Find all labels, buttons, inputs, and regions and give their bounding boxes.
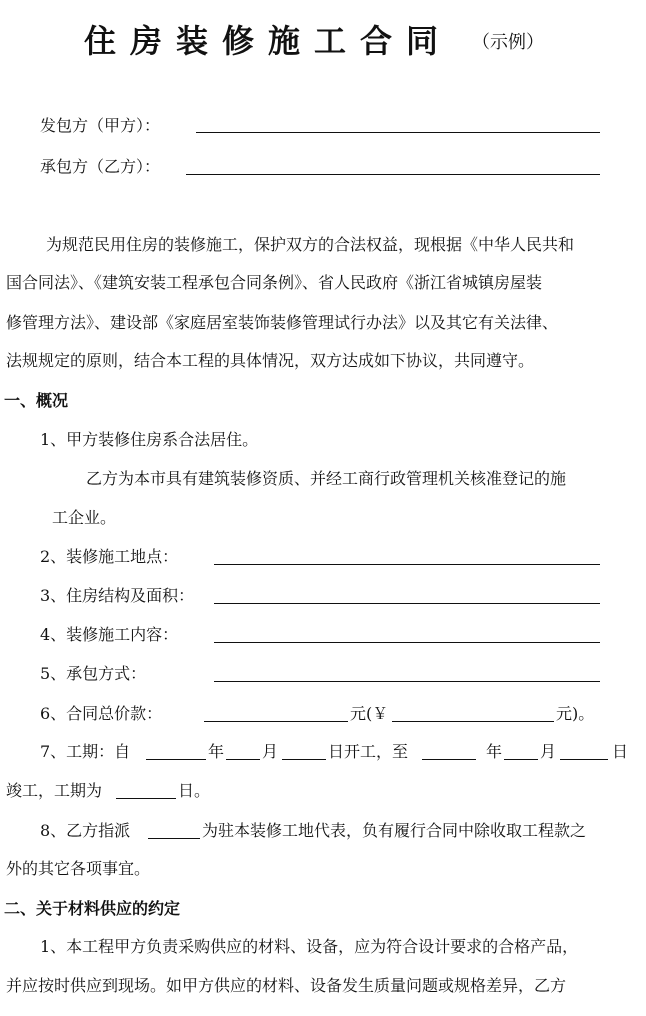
- year-text: 年: [208, 742, 225, 761]
- total-price-figure-blank[interactable]: [392, 721, 554, 722]
- total-price-blank[interactable]: [204, 721, 348, 722]
- yuan-close-text: 元)。: [556, 704, 595, 723]
- section1-item6-label: 6、合同总价款：: [40, 704, 163, 723]
- section1-item7-line2-start: 竣工，工期为: [6, 781, 103, 800]
- intro-line: 国合同法》、《建筑安装工程承包合同条例》、省人民政府《浙江省城镇房屋装: [6, 273, 543, 292]
- section1-item8-line2: 外的其它各项事宜。: [6, 859, 151, 878]
- party-b-blank[interactable]: [186, 174, 600, 175]
- section1-item7-line2-end: 日。: [178, 781, 211, 800]
- party-a-label: 发包方（甲方）：: [40, 116, 161, 135]
- section1-para-line: 乙方为本市具有建筑装修资质、并经工商行政管理机关核准登记的施: [86, 469, 567, 488]
- start-month-blank[interactable]: [226, 759, 260, 760]
- section1-para-line: 工企业。: [52, 508, 117, 527]
- structure-area-blank[interactable]: [214, 603, 600, 604]
- yuan-open-text: 元(￥: [350, 704, 389, 723]
- section1-item5-label: 5、承包方式：: [40, 664, 147, 683]
- start-day-text: 日开工，至: [328, 742, 409, 761]
- section1-item4-label: 4、装修施工内容：: [40, 625, 179, 644]
- section1-heading: 一、概况: [4, 391, 69, 410]
- start-day-blank[interactable]: [282, 759, 326, 760]
- party-a-blank[interactable]: [196, 132, 600, 133]
- section1-item2-label: 2、装修施工地点：: [40, 547, 179, 566]
- intro-line: 法规规定的原则，结合本工程的具体情况，双方达成如下协议，共同遵守。: [6, 351, 535, 370]
- section1-item3-label: 3、住房结构及面积：: [40, 586, 195, 605]
- year-text: 年: [486, 742, 503, 761]
- contract-title: 住房装修施工合同: [84, 22, 453, 60]
- intro-line: 为规范民用住房的装修施工，保护双方的合法权益，现根据《中华人民共和: [46, 235, 575, 254]
- section1-item1: 1、甲方装修住房系合法居住。: [40, 430, 259, 449]
- contract-method-blank[interactable]: [214, 681, 600, 682]
- month-text: 月: [540, 742, 557, 761]
- month-text: 月: [262, 742, 279, 761]
- day-text: 日: [612, 742, 629, 761]
- end-year-blank[interactable]: [422, 759, 476, 760]
- contract-subtitle: （示例）: [472, 32, 544, 53]
- duration-days-blank[interactable]: [116, 798, 176, 799]
- site-representative-blank[interactable]: [148, 838, 200, 839]
- section2-para-line: 并应按时供应到现场。如甲方供应的材料、设备发生质量问题或规格差异，乙方: [6, 976, 567, 995]
- section1-item8-start: 8、乙方指派: [40, 821, 131, 840]
- section2-para-line: 1、本工程甲方负责采购供应的材料、设备，应为符合设计要求的合格产品，: [40, 937, 579, 956]
- end-day-blank[interactable]: [560, 759, 608, 760]
- section2-heading: 二、关于材料供应的约定: [4, 899, 181, 918]
- party-b-label: 承包方（乙方）：: [40, 157, 161, 176]
- start-year-blank[interactable]: [146, 759, 206, 760]
- section1-item8-rest: 为驻本装修工地代表，负有履行合同中除收取工程款之: [202, 821, 587, 840]
- construction-content-blank[interactable]: [214, 642, 600, 643]
- end-month-blank[interactable]: [504, 759, 538, 760]
- construction-site-blank[interactable]: [214, 564, 600, 565]
- section1-item7-start: 7、工期：自: [40, 742, 131, 761]
- intro-line: 修管理方法》、建设部《家庭居室装饰装修管理试行办法》以及其它有关法律、: [6, 313, 559, 332]
